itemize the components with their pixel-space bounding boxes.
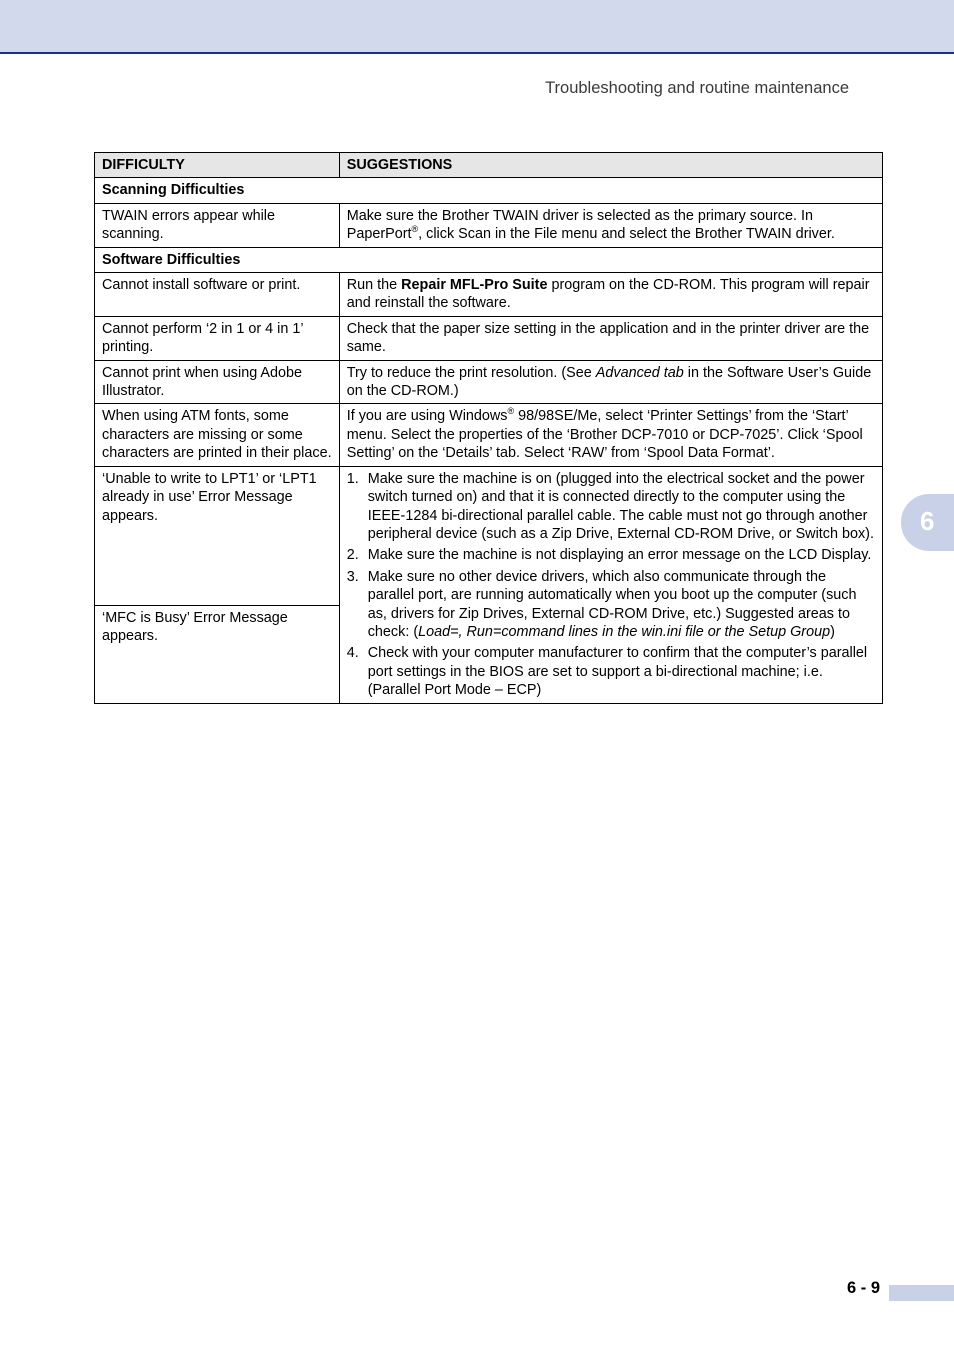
table-row <box>95 466 883 605</box>
list-item <box>347 568 876 642</box>
suggestion-text: program on the CD-ROM. This program will repair and reinstall the software. <box>346 277 870 312</box>
registered-mark: ® <box>507 406 515 417</box>
difficulty-cell: Cannot perform ‘2 in 1 or 4 in 1’ printing. <box>95 316 340 360</box>
section-title-software: Software Difficulties <box>95 247 883 272</box>
section-row-software <box>95 247 883 272</box>
section-row-scanning <box>95 178 883 203</box>
suggestion-text: Make sure the Brother TWAIN driver is selected as the primary source. In PaperPort <box>346 207 814 243</box>
difficulty-cell: Cannot install software or print. <box>95 273 340 317</box>
running-header: Troubleshooting and routine maintenance <box>545 79 849 97</box>
suggestion-cell <box>339 404 882 466</box>
list-item <box>347 470 876 544</box>
list-item <box>347 644 876 699</box>
step-text: Make sure the machine is not displaying an error message on the LCD Display. <box>367 547 872 564</box>
tab-reference: Advanced tab <box>595 364 684 381</box>
difficulty-cell: When using ATM fonts, some characters are missing or some characters are printed in their place. <box>95 404 340 466</box>
suggestion-text: in the Software User’s Guide on the CD-ROM.) <box>346 364 872 400</box>
troubleshooting-table <box>94 152 883 704</box>
program-name: Repair MFL-Pro Suite <box>401 277 548 294</box>
step-number: 2. <box>346 547 359 564</box>
chapter-number: 6 <box>920 506 935 536</box>
step-text-italic: Load=, Run=command lines in the win.ini file or the Setup Group <box>418 623 831 640</box>
table-header-row <box>95 153 883 178</box>
table-row <box>95 404 883 466</box>
registered-mark: ® <box>411 224 419 235</box>
suggestion-cell <box>339 273 882 317</box>
column-header-suggestions: SUGGESTIONS <box>339 153 882 178</box>
suggestion-text: Try to reduce the print resolution. (See <box>346 364 596 381</box>
table-row <box>95 316 883 360</box>
step-text: Check with your computer manufacturer to confirm that the computer’s parallel port settings in the BIOS are set to support a bi-directional machine; i.e. (Parallel Port Mode – ECP) <box>367 645 868 699</box>
numbered-steps <box>347 470 876 700</box>
difficulty-cell: ‘MFC is Busy’ Error Message appears. <box>95 605 340 703</box>
page-number: 6 - 9 <box>847 1279 881 1297</box>
step-number: 1. <box>346 470 359 487</box>
suggestion-text: If you are using Windows <box>346 408 508 425</box>
difficulty-cell: TWAIN errors appear while scanning. <box>95 203 340 247</box>
difficulty-cell: Cannot print when using Adobe Illustrator. <box>95 360 340 404</box>
suggestion-cell <box>339 203 882 247</box>
suggestion-cell: Check that the paper size setting in the application and in the printer driver are the same. <box>339 316 882 360</box>
step-text: Make sure the machine is on (plugged into the electrical socket and the power switch turned on) and that it is connected directly to the computer using the IEEE-1284 bi-directional parallel cable. The cable must not go through another peripheral device (such as a Zip Drive, External CD-ROM Drive, or Switch box). <box>367 470 874 542</box>
suggestion-cell <box>339 466 882 703</box>
suggestion-text: Run the <box>346 277 402 294</box>
column-header-difficulty: DIFFICULTY <box>95 153 340 178</box>
table-row <box>95 360 883 404</box>
chapter-tab <box>901 494 954 551</box>
footer-bar <box>889 1285 954 1301</box>
table-row <box>95 273 883 317</box>
difficulty-cell: ‘Unable to write to LPT1’ or ‘LPT1 already in use’ Error Message appears. <box>95 466 340 605</box>
top-band <box>0 0 954 54</box>
suggestion-cell <box>339 360 882 404</box>
list-item <box>347 546 876 564</box>
section-title-scanning: Scanning Difficulties <box>95 178 883 203</box>
step-text: ) <box>830 623 835 640</box>
table-row <box>95 203 883 247</box>
suggestion-text: 98/98SE/Me, select ‘Printer Settings’ from the ‘Start’ menu. Select the properties of the ‘Brother DCP-7010 or DCP-7025’. Click ‘Spool Setting’ on the ‘Details’ tab. Select ‘RAW’ from ‘Spool Data Format’. <box>346 408 863 462</box>
step-number: 3. <box>346 568 359 585</box>
step-number: 4. <box>346 645 359 662</box>
suggestion-text: , click Scan in the File menu and select the Brother TWAIN driver. <box>418 226 835 243</box>
step-text: Make sure no other device drivers, which also communicate through the parallel port, are running automatically when you boot up the computer (such as, drivers for Zip Drives, External CD-ROM Drive, etc.) Suggested areas to check: ( <box>367 568 857 640</box>
